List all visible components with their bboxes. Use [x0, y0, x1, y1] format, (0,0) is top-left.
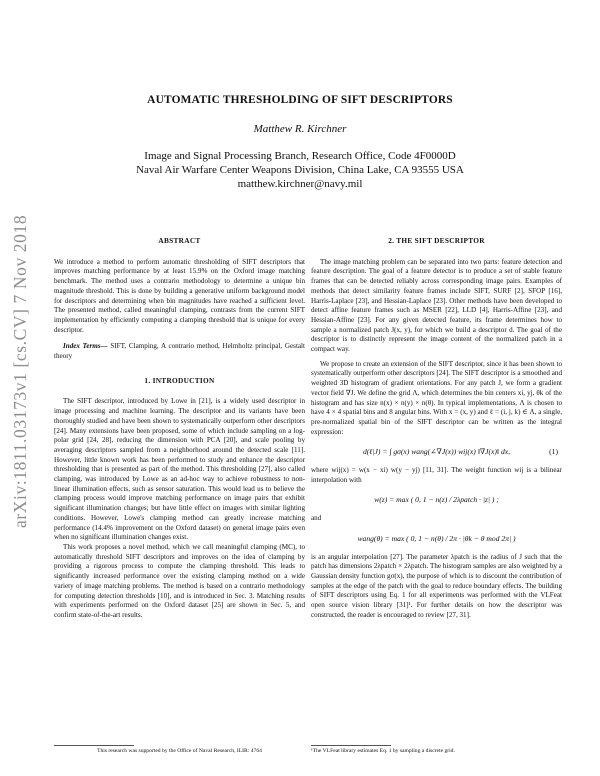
- left-column: [54, 236, 305, 621]
- author: Matthew R. Kirchner: [253, 123, 347, 135]
- arxiv-stamp: arXiv:1811.03173v1 [cs.CV] 7 Nov 2018: [10, 214, 30, 528]
- equation-body: wang(θ) = max ( 0, 1 − n(θ) / 2π · |θk − θ mod 2π| ): [357, 533, 516, 543]
- affiliation-line: Image and Signal Processing Branch, Research Office, Code 4F0000D: [144, 150, 456, 162]
- equation-2: [311, 495, 562, 505]
- abstract-text: We introduce a method to perform automatic thresholding of SIFT descriptors that improves matching performance by at least 15.9% on the Oxford image matching benchmark. The method uses a contrario methodology to determine a unique bin magnitude threshold. This is done by building a generative uniform background model for descriptors and determining when bin magnitudes have reached a sufficient level. The presented method, called meaningful clamping, contrasts from the current SIFT implementation by efficiently computing a clamping threshold that is unique for every descriptor.: [54, 257, 305, 334]
- sift-paragraph: where wij(x) = w(x − xi) w(y − yj) [11, 31]. The weight function wij is a bilinear interpolation with: [311, 466, 562, 484]
- index-terms: [54, 342, 305, 361]
- footnote-left: This research was supported by the Office of Naval Research, ILIR: 4764: [97, 748, 262, 754]
- footnote-right: ¹The VLFeat library estimates Eq. 1 by sampling a discrete grid.: [311, 748, 455, 754]
- index-terms-label: Index Terms—: [63, 342, 108, 351]
- abstract-heading: ABSTRACT: [158, 236, 201, 245]
- paper-title: AUTOMATIC THRESHOLDING OF SIFT DESCRIPTORS: [147, 94, 453, 106]
- affiliation: [0, 149, 600, 192]
- intro-paragraph: This work proposes a novel method, which we call meaningful clamping (MC), to automatically threshold SIFT descriptors and improves on the idea of clamping by providing a rigorous process to compute the clamping threshold. This leads to significantly increased performance over the existing clamping method on a wide variety of image matching problems. The method is based on a contrario methodology for computing detection thresholds [10], and is introduced in Sec. 3. Matching results with experiments performed on the Oxford dataset [25] are shown in Sec. 5, and confirm state-of-the-art results.: [54, 542, 305, 619]
- footnote-rule: [311, 745, 391, 746]
- intro-paragraph: The SIFT descriptor, introduced by Lowe in [21], is a widely used descriptor in image processing and machine learning. The descriptor and its variants have been thoroughly studied and have been shown to systematically outperform other descriptors [24]. Many extensions have been proposed, some of which include sampling on a log-polar grid [24, 28], reducing the dimension with PCA [20], and scale pooling by averaging descriptors sampled from a neighborhood around the detected scale [11]. However, little known work has been performed to study and enhance the descriptor thresholding that is presented as part of the method. This thresholding [27], also called clamping, was introduced by Lowe as an ad-hoc way to achieve robustness to non-linear illumination effects, such as sensor saturation. This would lead us to believe the clamping process would improve matching performance on image pairs that exhibit significant illumination changes; but have little effect on images with similar lighting conditions. However, Lowe's clamping method can greatly increase matching performance (14.4% improvement on the Oxford dataset) on general image pairs even when no significant illumination changes exist.: [54, 397, 305, 542]
- equation-1: [311, 447, 562, 457]
- right-column: [311, 236, 562, 621]
- equation-3: [311, 534, 562, 544]
- sift-paragraph: We propose to create an extension of the SIFT descriptor, since it has been shown to systematically outperform other descriptors [24]. The SIFT descriptor is a smoothed and weighted 3D histogram of gradient orientations. For any patch J, we form a gradient vector field ∇J. We define the grid Λ, which determines the bin centers xi, yj, θk of the histogram and has size n(x) × n(y) × n(θ). In typical implementations, Λ is chosen to have 4 × 4 spatial bins and 8 angular bins. With x = (x, y) and ℓ = (i, j, k) ∈ Λ, a single, pre-normalized spatial bin of the SIFT descriptor can be written as the integral expression:: [311, 359, 562, 436]
- equation-number: (1): [549, 447, 558, 457]
- footnote-rule: [54, 745, 134, 746]
- sift-paragraph: The image matching problem can be separated into two parts: feature detection and feature description. The goal of a feature detector is to produce a set of stable feature frames that can be detected reliably across corresponding image pairs. Examples of methods that detect similarity feature frames include SIFT, SURF [2], SFOP [16], Harris-Laplace [23], and Hessian-Laplace [23]. Other methods have been developed to detect affine feature frames such as MSER [22], LLD [4], Harris-Affine [23], and Hessian-Affine [23]. For any given detected feature, its frame determines how to sample a normalized patch J(x, y), for which we build a descriptor d. The goal of the descriptor is to distinctly represent the image content of the normalized patch in a compact way.: [311, 257, 562, 354]
- sift-paragraph: is an angular interpolation [27]. The parameter λpatch is the radius of J such that the patch has dimensions 2λpatch × 2λpatch. The histogram samples are also weighted by a Gaussian density function gσ(x), the purpose of which is to discount the contribution of samples at the edge of the patch with the goal to reduce boundary effects. The building of SIFT descriptors using Eq. 1 for all experiments was performed with the VLFeat open source vision library [31]¹. For further details on how the descriptor was constructed, the reader is encouraged to review [27, 31].: [311, 552, 562, 619]
- intro-heading: 1. INTRODUCTION: [144, 375, 215, 385]
- email: matthew.kirchner@navy.mil: [237, 178, 363, 191]
- section-heading: 2. THE SIFT DESCRIPTOR: [388, 236, 485, 245]
- index-terms-text: SIFT, Clamping, A contrario method, Helmholtz principal, Gestalt theory: [54, 342, 306, 361]
- equation-body: d(ℓ|J) = ∫ gσ(x) wang(∠∇J(x)) wij(x) ‖∇J(x)‖ dx,: [362, 447, 511, 457]
- sift-paragraph: and: [311, 514, 322, 523]
- equation-body: w(z) = max ( 0, 1 − n(z) / 2λpatch · |z| ) ;: [374, 495, 499, 505]
- affiliation-line: Naval Air Warfare Center Weapons Division, China Lake, CA 93555 USA: [136, 164, 464, 177]
